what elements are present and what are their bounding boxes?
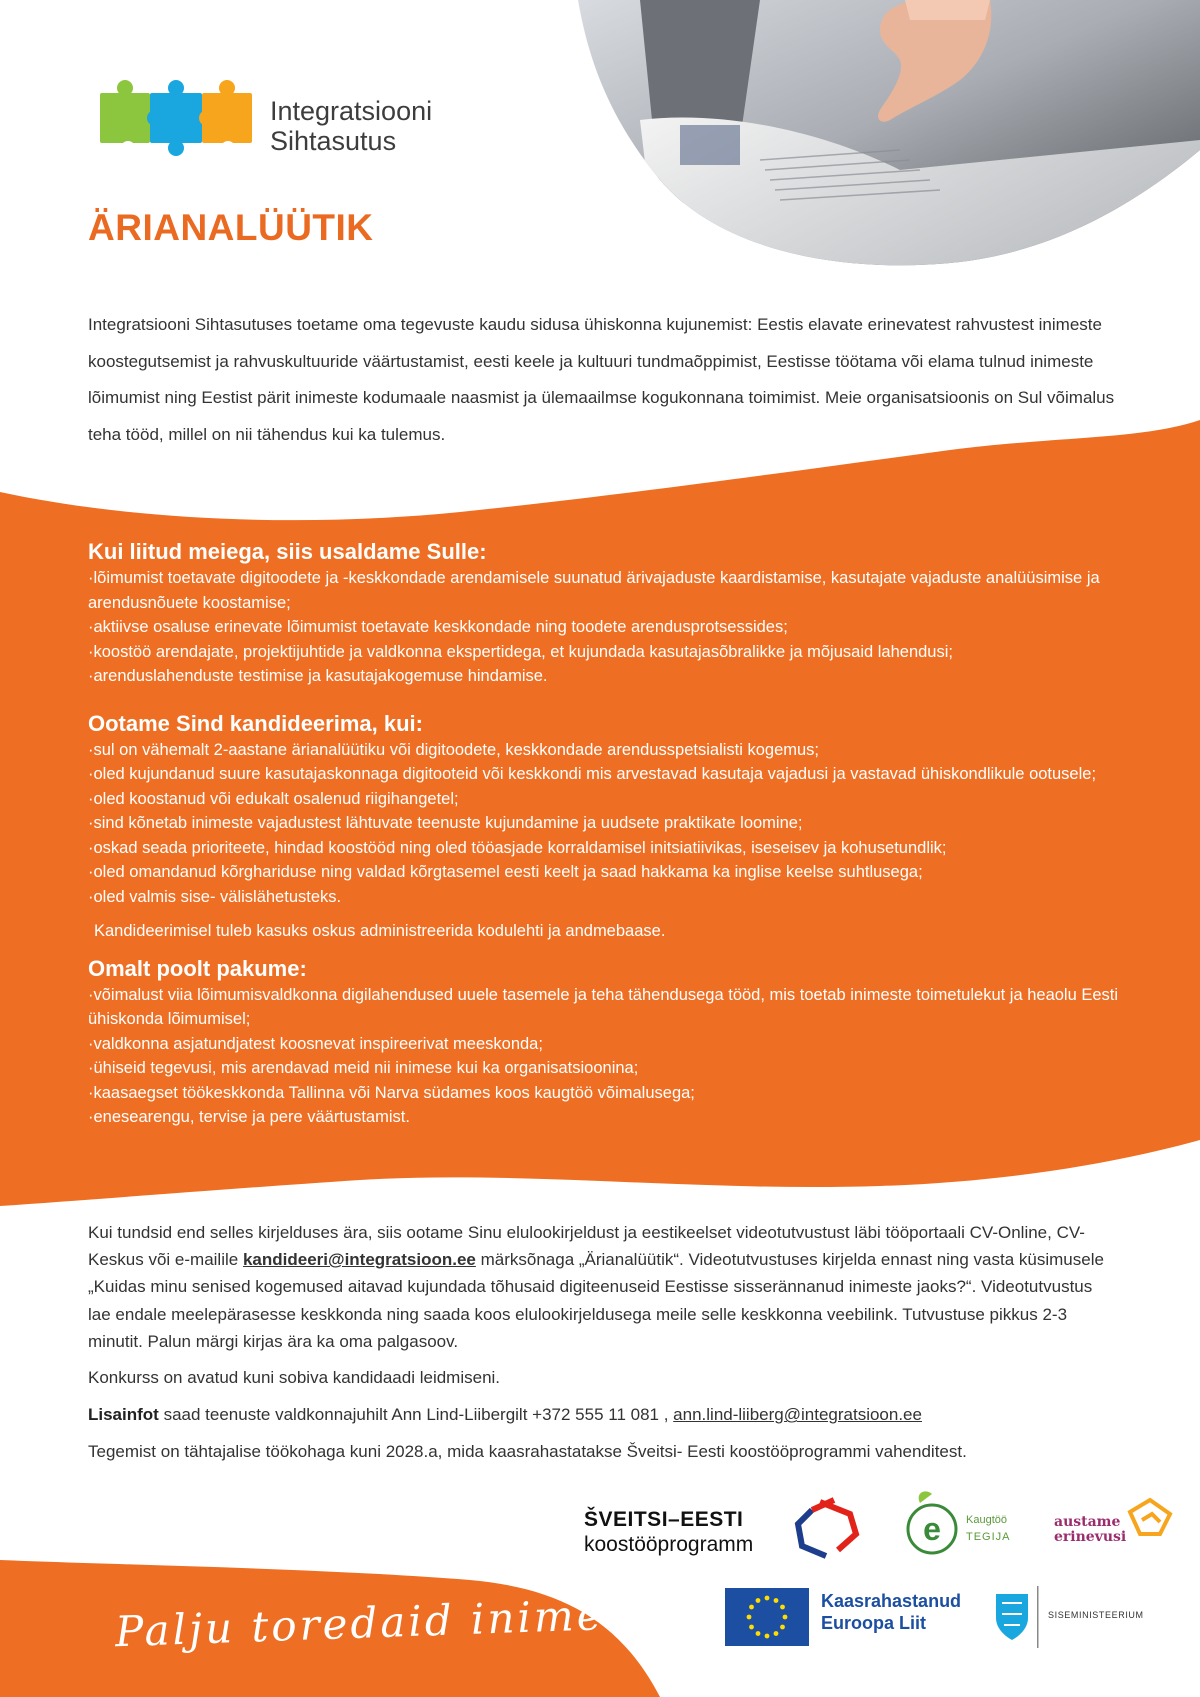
responsibilities-list <box>88 566 1148 689</box>
application-info <box>88 1219 1118 1466</box>
section-heading-requirements: Ootame Sind kandideerima, kui: <box>88 710 423 736</box>
kaugtoo-tegija: TEGIJA <box>966 1531 1011 1543</box>
logo-line-1: Integratsiooni <box>270 96 433 126</box>
intro-paragraph: Integratsiooni Sihtasutuses toetame oma tegevuste kaudu sidusa ühiskonna kujunemist: Eestis elavate erinevatest rahvustest inimeste koostegutsemist ja rahvuskultuuride väärtustamist, eesti keele ja kultuuri tundmaõppimist, Eestisse töötama või elama tulnud inimeste lõimumist ning Eestist pärit inimeste kodumaale naasmist ja ülemaailmse kogukonnana toimimist. Meie organisatsioonis on Sul võimalus teha tööd, millel on nii tähendus kui ka tulemus. <box>88 315 1115 444</box>
list-item: ·oled valmis sise- välislähetusteks. <box>88 887 342 906</box>
list-item: ·aktiivse osaluse erinevate lõimumist toetavate keskkondade ning toodete arendusprotsessides; <box>88 618 788 636</box>
eu-cofunded-text <box>821 1590 961 1634</box>
list-item: ·lõimumist toetavate digitoodete ja -keskkondade arendamisele suunatud ärivajaduste kaardistamise, kasutajate vajaduste analüüsimise ja arendusnõuete koostamise; <box>88 569 1100 612</box>
funding-text: Tegemist on tähtajalise töökohaga kuni 2028.a, mida kaasrahastatakse Šveitsi- Eesti koostööprogrammi vahenditest. <box>88 1442 967 1462</box>
list-item: ·võimalust viia lõimumisvaldkonna digilahendused uuele tasemele ja teha tähendusega tööd, mis toetab inimeste toimetulekut ja heaolu Eesti ühiskonda lõimumisel; <box>88 985 1119 1028</box>
list-item: ·oled koostanud või edukalt osalenud riigihangetel; <box>88 789 459 808</box>
list-item: ·sul on vähemalt 2-aastane ärianalüütiku või digitoodete, keskkondade arendusspetsialisti kogemus; <box>88 740 820 759</box>
job-title: ÄRIANALÜÜTIK <box>88 207 374 248</box>
orange-section <box>88 538 1148 1130</box>
ministry-coat-of-arms-icon <box>996 1586 1039 1648</box>
section-heading-offer: Omalt poolt pakume: <box>88 955 307 981</box>
apply-text-before: Kui tundsid end selles kirjelduses ära, siis ootame Sinu elulookirjeldust ja eestikeelset videotutvustust läbi tööportaali CV-Online, CV-Keskus või e-mailile <box>88 1223 1085 1270</box>
info-label: Lisainfot <box>88 1405 159 1425</box>
austame-line-1: austame <box>1054 1514 1121 1530</box>
offer-list <box>88 983 1148 1130</box>
logo-line-2: Sihtasutus <box>270 126 397 156</box>
list-item: ·sind kõnetab inimeste vajadustest lähtuvate teenuste kujundamine ja uudsete praktikate loomine; <box>88 814 803 832</box>
kaugtoo-label: Kaugtöö <box>966 1514 1007 1526</box>
list-item: ·enesearengu, tervise ja pere väärtustamist. <box>88 1108 410 1126</box>
austame-icon <box>1130 1500 1170 1534</box>
contact-email-link[interactable]: ann.lind-liiberg@integratsioon.ee <box>673 1405 922 1425</box>
apply-email-link[interactable]: kandideeri@integratsioon.ee <box>242 1250 476 1270</box>
list-item: ·oled omandanud kõrghariduse ning valdad kõrgtasemel eesti keelt ja saad hakkama ka inglise keelse suhtlusega; <box>88 863 923 881</box>
deadline-text: Konkurss on avatud kuni sobiva kandidaadi leidmiseni. <box>88 1368 501 1388</box>
svg-text:e: e <box>923 1511 941 1547</box>
list-item: ·oskad seada prioriteete, hindad koostööd ning oled tööasjade korraldamisel initsiatiivikas, iseseisev ja kohusetundlik; <box>88 838 947 857</box>
list-item: ·arenduslahenduste testimise ja kasutajakogemuse hindamise. <box>88 667 548 685</box>
logo-text <box>270 96 432 156</box>
puzzle-logo-icon <box>100 80 252 156</box>
eu-flag-icon <box>725 1588 809 1646</box>
apply-paragraph <box>88 1219 1118 1355</box>
swiss-estonia-logo-icon <box>798 1500 856 1556</box>
section-heading-responsibilities: Kui liitud meiega, siis usaldame Sulle: <box>88 539 487 564</box>
apply-text-after: märksõnaga „Ärianalüütik“. Videotutvustuses kirjelda ennast ning vasta küsimusele „Kuidas minu senised kogemused aitavad kujundada tõhusaid digiteenuseid Eestisse sisserännanud inimeste jaoks?“. Videotutvustus lae endale meelepärasesse keskkonda ning saada koos elulookirjeldusega meile selle keskkonna veebilink. Tutvustuse pikkus 2-3 minutit. Palun märgi kirjas ära ka oma palgasoov. <box>88 1250 1104 1351</box>
info-paragraph <box>88 1401 1118 1428</box>
list-item: ·koostöö arendajate, projektijuhtide ja valdkonna ekspertidega, et kujundada kasutajasõbralikke ja mõjusaid lahendusi; <box>88 642 953 661</box>
eu-line-2: Euroopa Liit <box>821 1613 926 1633</box>
hero-photo <box>560 0 1200 290</box>
swiss-estonia-title: ŠVEITSI–EESTI <box>584 1508 744 1531</box>
info-text: saad teenuste valdkonnajuhilt Ann Lind-Liibergilt +372 555 11 081 , <box>158 1405 674 1425</box>
list-item: ·ühiseid tegevusi, mis arendavad meid nii inimese kui ka organisatsioonina; <box>88 1059 639 1077</box>
list-item: ·kaasaegset töökeskkonda Tallinna või Narva südames koos kaugtöö võimalusega; <box>88 1083 695 1102</box>
austame-line-2: erinevusi <box>1054 1529 1127 1545</box>
list-item: ·oled kujundanud suure kasutajaskonnaga digitooteid või keskkondi mis arvestavad kasutaja vajadusi ja vastavad ühiskondlikule ootusele; <box>88 765 1097 783</box>
swiss-estonia-subtitle: koostööprogramm <box>584 1533 754 1556</box>
handwritten-signature: Palju toredaid inimesi <box>114 1588 647 1657</box>
requirements-note: Kandideerimisel tuleb kasuks oskus administreerida kodulehti ja andmebaase. <box>94 922 666 940</box>
requirements-list <box>88 738 1148 910</box>
list-item: ·valdkonna asjatundjatest koosnevat inspireerivat meeskonda; <box>88 1034 543 1053</box>
ministry-name: SISEMINISTEERIUM <box>1048 1610 1144 1620</box>
kaugtoo-icon <box>908 1491 956 1553</box>
eu-line-1: Kaasrahastanud <box>821 1591 962 1611</box>
